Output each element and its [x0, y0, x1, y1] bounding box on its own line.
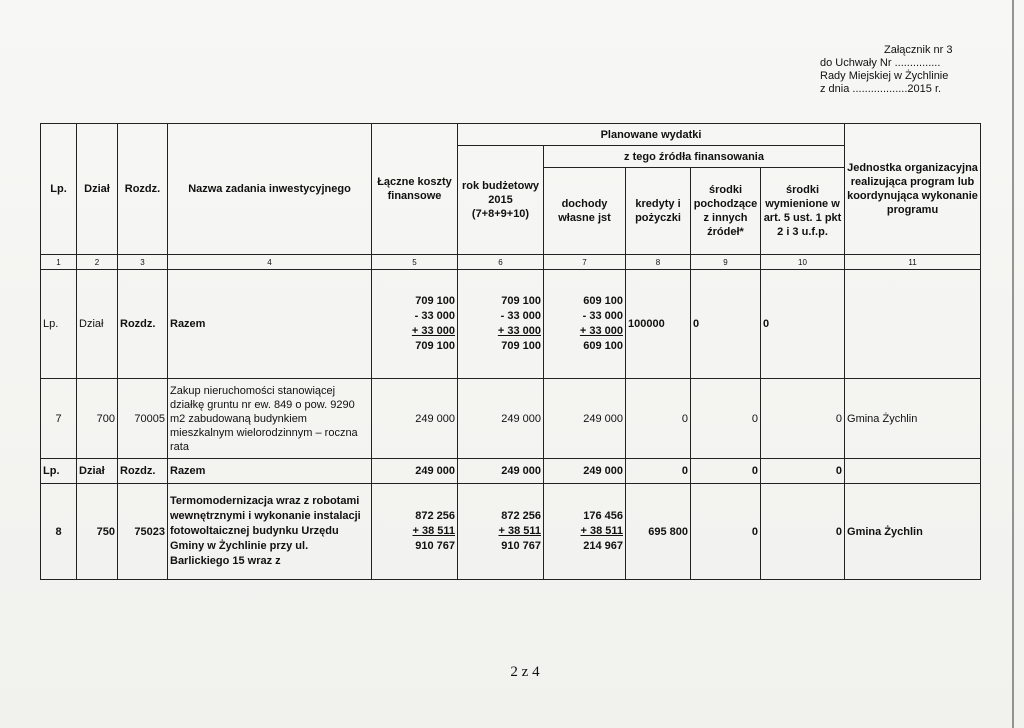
- cell-rok: 249 000: [458, 379, 544, 459]
- header-dochody: dochody własne jst: [544, 168, 626, 255]
- value-line: - 33 000: [500, 310, 541, 322]
- value-line: - 33 000: [414, 310, 455, 322]
- header-dzial: Dział: [77, 124, 118, 255]
- cell-rok: [458, 484, 544, 580]
- header-rozdz: Rozdz.: [118, 124, 168, 255]
- value-line: + 38 511: [412, 525, 455, 537]
- table-row-8: [41, 484, 981, 580]
- attachment-line-3: Rady Miejskiej w Żychlinie: [820, 70, 949, 82]
- cell-dochody: [544, 484, 626, 580]
- cell-dochody: 249 000: [544, 379, 626, 459]
- cell-kredyty: 0: [626, 459, 691, 484]
- header-rok: rok budżetowy 2015 (7+8+9+10): [458, 146, 544, 255]
- header-srodki-innych: środki pochodzące z innych źródeł*: [691, 168, 761, 255]
- col-num-4: 4: [168, 255, 372, 270]
- cell-kredyty: 695 800: [626, 484, 691, 580]
- cell-dochody: [544, 270, 626, 379]
- value-line: 910 767: [415, 540, 455, 552]
- cell-rozdz: 70005: [118, 379, 168, 459]
- cell-lp: 8: [41, 484, 77, 580]
- value-line: + 38 511: [498, 525, 541, 537]
- cell-srodki-innych: 0: [691, 459, 761, 484]
- cell-laczne: 249 000: [372, 379, 458, 459]
- value-line: 176 456: [583, 510, 623, 522]
- cell-srodki-wym: 0: [761, 459, 845, 484]
- table-row-7: [41, 379, 981, 459]
- cell-jednostka: [845, 459, 981, 484]
- cell-srodki-innych: 0: [691, 379, 761, 459]
- col-num-3: 3: [118, 255, 168, 270]
- header-zrodla: z tego źródła finansowania: [544, 146, 845, 168]
- value-line: 214 967: [583, 540, 623, 552]
- col-num-11: 11: [845, 255, 981, 270]
- value-line: + 33 000: [411, 325, 455, 337]
- cell-laczne: [372, 484, 458, 580]
- cell-dzial: 750: [77, 484, 118, 580]
- cell-lp: Lp.: [41, 270, 77, 379]
- header-laczne: Łączne koszty finansowe: [372, 124, 458, 255]
- cell-dzial: Dział: [77, 459, 118, 484]
- cell-lp: 7: [41, 379, 77, 459]
- col-num-9: 9: [691, 255, 761, 270]
- cell-kredyty: 100000: [626, 270, 691, 379]
- attachment-line-2: do Uchwały Nr ...............: [820, 57, 941, 69]
- cell-srodki-innych: 0: [691, 484, 761, 580]
- cell-srodki-wym: 0: [761, 270, 845, 379]
- page-number: 2 z 4: [510, 664, 540, 680]
- header-srodki-wym: środki wymienione w art. 5 ust. 1 pkt 2 i 3 u.f.p.: [761, 168, 845, 255]
- col-num-7: 7: [544, 255, 626, 270]
- value-line: 609 100: [583, 340, 623, 352]
- cell-rok: [458, 270, 544, 379]
- cell-srodki-wym: 0: [761, 484, 845, 580]
- cell-dzial: 700: [77, 379, 118, 459]
- cell-label: Razem: [168, 270, 372, 379]
- attachment-note: [820, 44, 1000, 96]
- value-line: 709 100: [501, 295, 541, 307]
- col-num-6: 6: [458, 255, 544, 270]
- value-line: 709 100: [415, 295, 455, 307]
- col-num-10: 10: [761, 255, 845, 270]
- cell-rozdz: Rozdz.: [118, 270, 168, 379]
- table-row-razem-1: [41, 270, 981, 379]
- value-line: 709 100: [501, 340, 541, 352]
- cell-srodki-wym: 0: [761, 379, 845, 459]
- value-line: 872 256: [501, 510, 541, 522]
- cell-jednostka: Gmina Żychlin: [845, 484, 981, 580]
- header-lp: Lp.: [41, 124, 77, 255]
- value-line: + 38 511: [580, 525, 623, 537]
- col-num-8: 8: [626, 255, 691, 270]
- value-line: - 33 000: [582, 310, 623, 322]
- cell-dochody: 249 000: [544, 459, 626, 484]
- col-num-2: 2: [77, 255, 118, 270]
- value-line: 609 100: [583, 295, 623, 307]
- cell-laczne: [372, 270, 458, 379]
- investment-table: [40, 123, 981, 580]
- cell-label: Razem: [168, 459, 372, 484]
- value-line: 709 100: [415, 340, 455, 352]
- cell-laczne: 249 000: [372, 459, 458, 484]
- cell-jednostka: Gmina Żychlin: [845, 379, 981, 459]
- value-line: 910 767: [501, 540, 541, 552]
- cell-rozdz: 75023: [118, 484, 168, 580]
- col-num-1: 1: [41, 255, 77, 270]
- value-line: + 33 000: [497, 325, 541, 337]
- cell-dzial: Dział: [77, 270, 118, 379]
- cell-srodki-innych: 0: [691, 270, 761, 379]
- header-nazwa: Nazwa zadania inwestycyjnego: [168, 124, 372, 255]
- cell-rozdz: Rozdz.: [118, 459, 168, 484]
- cell-task-name: Termomodernizacja wraz z robotami wewnętrznymi i wykonanie instalacji fotowoltaicznej budynku Urzędu Gminy w Żychlinie przy ul. Barlickiego 15 wraz z: [168, 484, 372, 580]
- value-line: + 33 000: [579, 325, 623, 337]
- attachment-line-1: Załącznik nr 3: [884, 44, 953, 56]
- header-planowane: Planowane wydatki: [458, 124, 845, 146]
- value-line: 872 256: [415, 510, 455, 522]
- col-num-5: 5: [372, 255, 458, 270]
- cell-jednostka: [845, 270, 981, 379]
- attachment-line-4: z dnia ..................2015 r.: [820, 83, 942, 95]
- table-row-razem-2: [41, 459, 981, 484]
- page-edge: [1012, 0, 1014, 728]
- cell-rok: 249 000: [458, 459, 544, 484]
- header-kredyty: kredyty i pożyczki: [626, 168, 691, 255]
- cell-task-name: Zakup nieruchomości stanowiącej działkę gruntu nr ew. 849 o pow. 9290 m2 zabudowaną budynkiem mieszkalnym wielorodzinnym – roczna rata: [168, 379, 372, 459]
- header-jednostka: Jednostka organizacyjna realizująca program lub koordynująca wykonanie programu: [845, 124, 981, 255]
- cell-lp: Lp.: [41, 459, 77, 484]
- column-number-row: [41, 255, 981, 270]
- cell-kredyty: 0: [626, 379, 691, 459]
